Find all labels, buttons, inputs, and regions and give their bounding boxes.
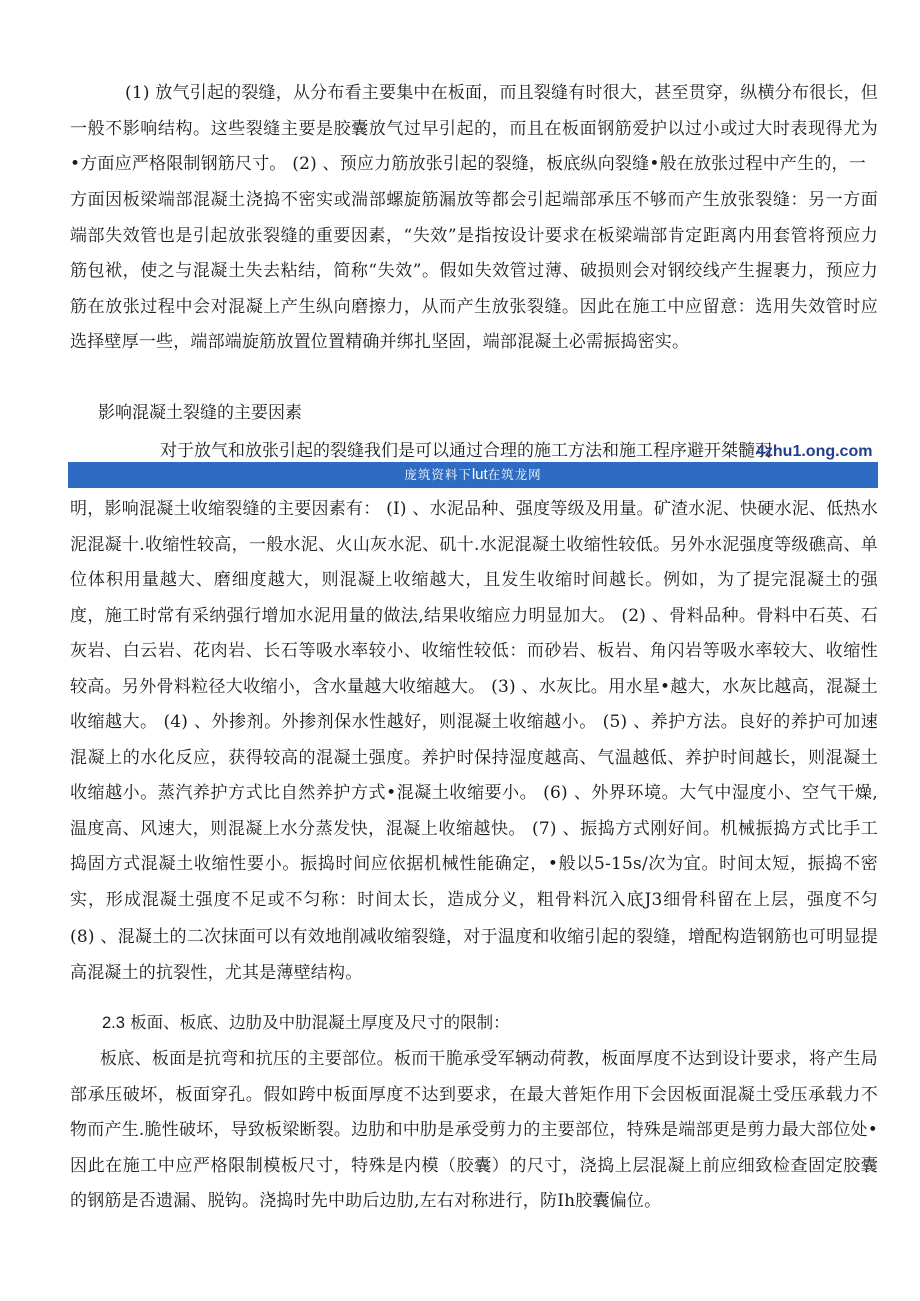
site-url-watermark[interactable]: 4zhu1.ong.com xyxy=(756,443,873,460)
paragraph-shrinkage-factors: 明，影响混凝土收缩裂缝的主要因素有： (I) 、水泥品种、强度等级及用量。矿渣水泥、快硬水泥、低热水泥混凝十.收缩性较高，一般水泥、火山灰水泥、矶十.水泥混凝土收缩性较低。另外水泥强度等级礁高、单位体积用量越大、磨细度越大，则混凝上收缩越大，且发生收缩时间越长。例如，为了提完混凝土的强度，施工时常有采纳强行增加水泥用量的做法,结果收缩应力明显加大。 (2) 、骨料品种。骨料中石英、石灰岩、白云岩、花肉岩、长石等吸水率较小、收缩性较低：而砂岩、板岩、角闪岩等吸水率较大、收缩性较高。另外骨料粒径大收缩小，含水量越大收缩越大。 (3) 、水灰比。用水星•越大，水灰比越高，混凝土收缩越大。 (4) 、外掺剂。外掺剂保水性越好，则混凝土收缩越小。 (5) 、养护方法。良好的养护可加速混凝上的水化反应，获得较高的混凝土强度。养护时保持湿度越高、气温越低、养护时间越长，则混凝土收缩越小。蒸汽养护方式比自然养护方式•混凝土收缩要小。 (6) 、外界环境。大气中湿度小、空气干燥,温度高、风速大，则混凝上水分蒸发快，混凝上收缩越快。 (7) 、振捣方式刚好间。机械振捣方式比手工捣固方式混凝土收缩性要小。振捣时间应依据机械性能确定，•般以5-15s∕次为宜。时间太短，振捣不密实，形成混凝土强度不足或不匀称：时间太长，造成分义，粗骨料沉入底J3细骨科留在上层，强度不匀 xyxy=(70,499,878,910)
lead-sentence: 对于放气和放张引起的裂缝我们是可以通过合理的施工方法和施工程序避开桀髓羽 xyxy=(160,441,772,461)
paragraph-secondary-troweling: (8) 、混凝土的二次抹面可以有效地削减收缩裂缝，对于温度和收缩引起的裂缝，增配构造钢筋也可明显提高混凝土的抗裂性，尤其是薄壁结构。 xyxy=(70,927,878,983)
paragraph-release-cracks: 方面因板梁端部混凝土浇捣不密实或湍部螺旋筋漏放等都会引起端部承压不够而产生放张裂缝：另一方面端部失效管也是引起放张裂缝的重要因素，“失效”是指按设计要求在板梁端部肯定距离内用套管将预应力筋包袱，使之与混凝土失去粘结，简称“失效”。假如失效管过薄、破损则会对钢绞线产生握裹力，预应力筋在放张过程中会对混凝上产生纵向磨擦力，从而产生放张裂缝。因此在施工中应留意：选用失效管时应选择壁厚一些，端部端旋筋放置位置精确并绑扎坚固，端部混凝土必需振捣密实。 xyxy=(70,190,878,352)
banner-text-left: 庞筑资料下 xyxy=(404,467,472,482)
banner-text-mid: lut xyxy=(471,466,488,483)
subsection-title: 板面、板底、边肋及中肋混凝土厚度及尺寸的限制： xyxy=(124,1013,510,1032)
paragraph-slab-thickness: 板底、板面是抗弯和抗压的主要部位。板而干脆承受军辆动荷教，板面厚度不达到设计要求，将产生局部承压破坏，板面穿孔。假如跨中板面厚度不达到要求，在最大普矩作用下会因板面混凝土受压承载力不物而产生.脆性破坏，导致板梁断裂。边肋和中肋是承受剪力的主要部位，特殊是端部更是剪力最大部位处•因此在施工中应严格限制模板尺寸，特殊是内模（胶囊）的尺寸，浇捣上层混凝上前应细致检查固定胶囊的钢筋是否遗漏、脱钩。浇捣时先中助后边肋,左右对称进行，防Ih胶囊偏位。 xyxy=(70,1049,878,1211)
paragraph-vent-cracks: (1) 放气引起的裂缝，从分布看主要集中在板面，而且裂缝有时很大，甚至贯穿，纵横分布很长，但一般不影响结构。这些裂缝主要是胶囊放气过早引起的，而且在板面钢筋爱护以过小或过大时表现得尤为 xyxy=(70,83,878,139)
section-heading-shrinkage-factors: 影响混凝土裂缝的主要因素 xyxy=(98,403,302,423)
watermark-banner xyxy=(68,462,878,488)
subsection-number: 2.3 xyxy=(102,1014,125,1032)
banner-text-right: 在筑龙网 xyxy=(487,467,542,482)
paragraph-rebar-limits: •方面应严格限制钢筋尺寸。 (2) 、预应力筋放张引起的裂缝，板底纵向裂缝•般在放张过程中产生的，一 xyxy=(70,154,866,174)
subsection-heading xyxy=(102,1008,510,1038)
